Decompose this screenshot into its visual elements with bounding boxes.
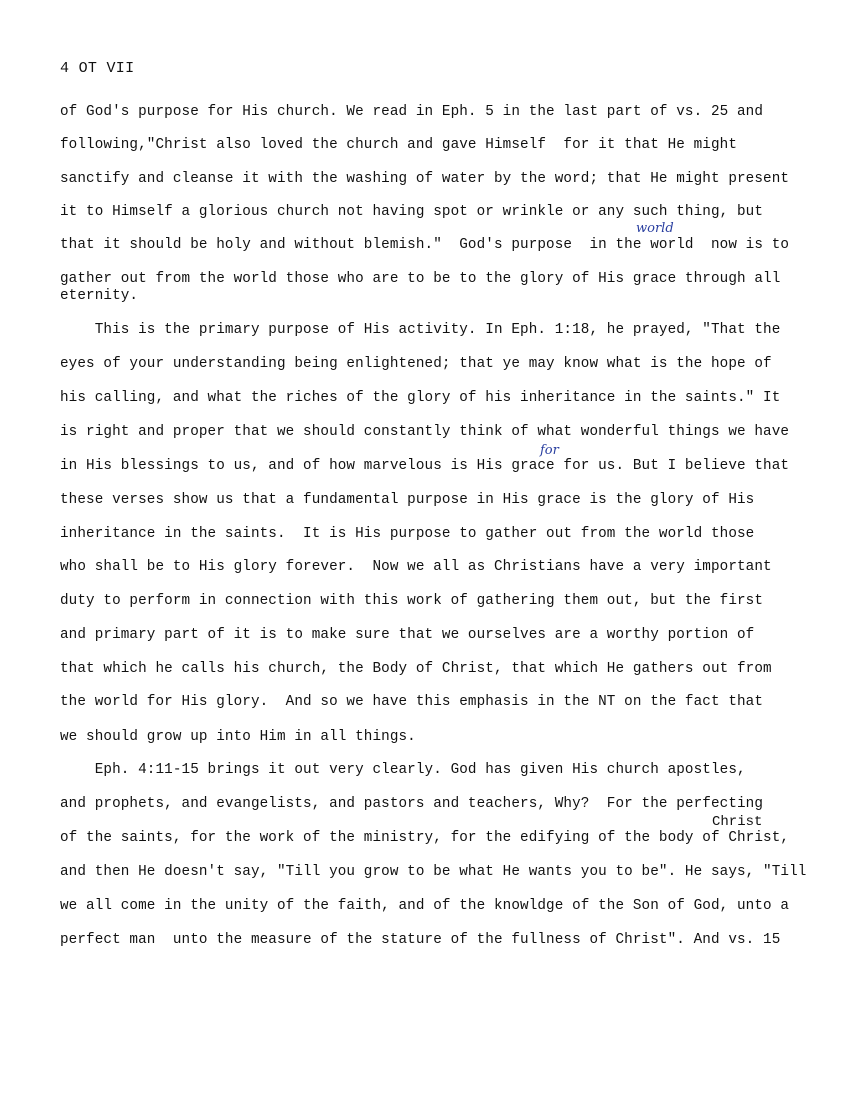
text-line: that it should be holy and without blemish." God's purpose in the world now is to <box>60 237 790 253</box>
text-line: of the saints, for the work of the ministry, for the edifying of the body of Christ, <box>60 830 790 846</box>
text-line: sanctify and cleanse it with the washing of water by the word; that He might present <box>60 171 790 187</box>
typed-christ-correction: Christ <box>712 814 763 830</box>
text-line: is right and proper that we should constantly think of what wonderful things we have <box>60 424 790 440</box>
text-line: of God's purpose for His church. We read in Eph. 5 in the last part of vs. 25 and <box>60 104 764 120</box>
text-line: in His blessings to us, and of how marvelous is His grace for us. But I believe that <box>60 458 790 474</box>
text-line: who shall be to His glory forever. Now we all as Christians have a very important <box>60 559 772 575</box>
text-line: inheritance in the saints. It is His purpose to gather out from the world those <box>60 526 755 542</box>
text-line: Eph. 4:11-15 brings it out very clearly. God has given His church apostles, <box>60 762 746 778</box>
text-line: and primary part of it is to make sure that we ourselves are a worthy portion of <box>60 627 755 643</box>
text-line: we should grow up into Him in all things. <box>60 729 416 745</box>
text-line: we all come in the unity of the faith, and of the knowldge of the Son of God, unto a <box>60 898 790 914</box>
page-header: 4 OT VII <box>60 60 135 77</box>
text-line: and prophets, and evangelists, and pastors and teachers, Why? For the perfecting <box>60 796 764 812</box>
handwritten-world-annotation: world <box>636 221 674 236</box>
handwritten-for-annotation: for <box>540 443 559 458</box>
text-line: it to Himself a glorious church not having spot or wrinkle or any such thing, but <box>60 204 764 220</box>
text-line: eyes of your understanding being enlightened; that ye may know what is the hope of <box>60 356 772 372</box>
text-line: gather out from the world those who are to be to the glory of His grace through all <box>60 271 781 287</box>
text-line: that which he calls his church, the Body of Christ, that which He gathers out from <box>60 661 772 677</box>
text-line: the world for His glory. And so we have this emphasis in the NT on the fact that <box>60 694 764 710</box>
text-line: his calling, and what the riches of the glory of his inheritance in the saints." It <box>60 390 781 406</box>
text-line: perfect man unto the measure of the stature of the fullness of Christ". And vs. 15 <box>60 932 781 948</box>
text-line: following,"Christ also loved the church and gave Himself for it that He might <box>60 137 738 153</box>
text-line: and then He doesn't say, "Till you grow to be what He wants you to be". He says, "Till <box>60 864 807 880</box>
text-line: duty to perform in connection with this work of gathering them out, but the first <box>60 593 764 609</box>
text-line: these verses show us that a fundamental purpose in His grace is the glory of His <box>60 492 755 508</box>
text-line: eternity. <box>60 288 139 304</box>
text-line: This is the primary purpose of His activity. In Eph. 1:18, he prayed, "That the <box>60 322 781 338</box>
